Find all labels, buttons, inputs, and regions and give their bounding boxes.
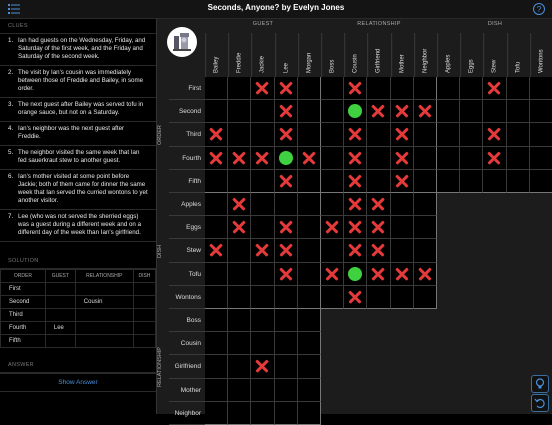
x-mark [346, 149, 364, 167]
grid-cell[interactable] [228, 77, 251, 100]
solution-cell[interactable] [75, 309, 133, 322]
column-group-label: GUEST [252, 21, 274, 27]
show-answer-button[interactable]: Show Answer [0, 373, 156, 392]
left-panel [0, 19, 157, 414]
solution-cell[interactable] [133, 296, 155, 309]
confirmed-dot [348, 104, 362, 118]
grid-cell[interactable] [391, 100, 414, 123]
grid-cell[interactable] [437, 123, 460, 146]
column-header: Eggs [460, 33, 483, 77]
grid-cell[interactable] [530, 123, 552, 146]
grid-cell[interactable] [228, 100, 251, 123]
grid-cell[interactable] [414, 239, 437, 262]
grid-cell[interactable] [205, 286, 228, 309]
solution-header: DISH [133, 270, 155, 283]
grid-cell[interactable] [414, 77, 437, 100]
x-mark [207, 241, 225, 259]
grid-cell[interactable] [530, 147, 552, 170]
solution-header: ORDER [1, 270, 46, 283]
solution-cell[interactable] [45, 309, 75, 322]
grid-cell[interactable] [205, 100, 228, 123]
grid-cell[interactable] [298, 193, 321, 216]
solution-cell[interactable] [75, 322, 133, 335]
grid-cell[interactable] [228, 332, 251, 355]
grid-cell[interactable] [460, 77, 483, 100]
column-header: Lee [275, 33, 298, 77]
grid-cell[interactable] [205, 332, 228, 355]
row-header: First [169, 77, 205, 100]
grid-cell[interactable] [251, 147, 274, 170]
x-mark [369, 241, 387, 259]
grid-cell[interactable] [391, 239, 414, 262]
grid-cell[interactable] [367, 263, 390, 286]
grid-cell[interactable] [298, 77, 321, 100]
column-header: Apples [437, 33, 460, 77]
row-header: Apples [169, 193, 205, 216]
grid-cell[interactable] [275, 77, 298, 100]
clue-item[interactable] [0, 210, 156, 242]
x-mark [346, 172, 364, 190]
solution-row [1, 296, 156, 309]
clue-item[interactable] [0, 170, 156, 210]
x-mark [253, 357, 271, 375]
grid-cell[interactable] [251, 216, 274, 239]
grid-cell[interactable] [251, 77, 274, 100]
grid-cell[interactable] [414, 263, 437, 286]
x-mark [346, 288, 364, 306]
grid-cell[interactable] [298, 332, 321, 355]
lightbulb-icon[interactable] [531, 375, 549, 393]
grid-cell[interactable] [205, 309, 228, 332]
x-mark [277, 241, 295, 259]
grid-cell[interactable] [344, 123, 367, 146]
row-header: Boss [169, 309, 205, 332]
grid-cell[interactable] [251, 309, 274, 332]
grid-cell[interactable] [298, 100, 321, 123]
solution-cell[interactable]: Fifth [1, 335, 46, 348]
row-header: Fifth [169, 170, 205, 193]
grid-cell[interactable] [275, 263, 298, 286]
solution-cell[interactable] [45, 296, 75, 309]
grid-cell[interactable] [391, 147, 414, 170]
grid-cell[interactable] [437, 170, 460, 193]
row-header: Mother [169, 379, 205, 402]
solution-row [1, 309, 156, 322]
grid-cell[interactable] [414, 286, 437, 309]
grid-cell[interactable] [321, 193, 344, 216]
row-header: Eggs [169, 216, 205, 239]
grid-cell[interactable] [344, 286, 367, 309]
grid-cell[interactable] [251, 286, 274, 309]
solution-cell[interactable]: Second [1, 296, 46, 309]
solution-cell[interactable]: Fourth [1, 322, 46, 335]
x-mark [207, 149, 225, 167]
grid-cell[interactable] [275, 332, 298, 355]
clue-text: Lee (who was not served the sherried eggs) was a guest during a different week and on a different day of the week than Ian's girlfriend. [18, 213, 142, 236]
grid-cell[interactable] [367, 170, 390, 193]
x-mark [323, 265, 341, 283]
solution-cell[interactable]: Cousin [75, 296, 133, 309]
x-mark [369, 102, 387, 120]
x-mark [485, 125, 503, 143]
grid-cell[interactable] [460, 170, 483, 193]
grid-cell[interactable] [507, 77, 530, 100]
column-header: Cousin [344, 33, 367, 77]
clue-text: The neighbor visited the same week that Ian fed sauerkraut stew to another guest. [18, 149, 140, 164]
grid-cell[interactable] [460, 100, 483, 123]
grid-cell[interactable] [298, 239, 321, 262]
x-mark [346, 79, 364, 97]
row-header: Stew [169, 239, 205, 262]
grid-cell[interactable] [367, 216, 390, 239]
grid-cell[interactable] [298, 170, 321, 193]
clue-item[interactable] [0, 122, 156, 146]
grid-cell[interactable] [391, 77, 414, 100]
x-mark [416, 265, 434, 283]
grid-cell[interactable] [275, 286, 298, 309]
grid-cell[interactable] [507, 147, 530, 170]
column-header: Tofu [507, 33, 530, 77]
x-mark [416, 102, 434, 120]
grid-cell[interactable] [483, 123, 506, 146]
x-mark [253, 241, 271, 259]
clue-list [0, 34, 156, 242]
clue-text: Ian's mother visited at some point before Jackie; both of them came for dinner the same week that Ian served the curried wontons to yet another visitor. [18, 173, 148, 204]
undo-icon[interactable] [531, 394, 549, 412]
solution-cell[interactable]: First [1, 283, 46, 296]
row-group-label: ORDER [157, 125, 163, 145]
grid-cell[interactable] [205, 239, 228, 262]
solution-row [1, 322, 156, 335]
x-mark [485, 149, 503, 167]
grid-cell[interactable] [391, 123, 414, 146]
grid-cell[interactable] [414, 216, 437, 239]
x-mark [277, 218, 295, 236]
solution-header: RELATIONSHIP [75, 270, 133, 283]
clue-item[interactable] [0, 34, 156, 66]
grid-cell[interactable] [228, 402, 251, 425]
solution-cell[interactable] [133, 309, 155, 322]
row-group-label: DISH [157, 244, 163, 258]
x-mark [207, 125, 225, 143]
solution-cell[interactable] [75, 335, 133, 348]
grid-cell[interactable] [205, 355, 228, 378]
grid-cell[interactable] [205, 193, 228, 216]
x-mark [346, 125, 364, 143]
grid-cell[interactable] [275, 239, 298, 262]
grid-cell[interactable] [275, 123, 298, 146]
x-mark [346, 241, 364, 259]
grid-cell[interactable] [344, 193, 367, 216]
row-header: Second [169, 100, 205, 123]
grid-cell[interactable] [321, 77, 344, 100]
clue-text: The visit by Ian's cousin was immediately between those of Freddie and Bailey, in some order. [18, 69, 144, 92]
grid-cell[interactable] [507, 170, 530, 193]
solution-cell[interactable] [133, 322, 155, 335]
grid-cell[interactable] [507, 100, 530, 123]
column-header: Boss [321, 33, 344, 77]
x-mark [277, 125, 295, 143]
row-header: Girlfriend [169, 355, 205, 378]
clue-number: 1. [8, 37, 14, 44]
solution-cell[interactable]: Lee [45, 322, 75, 335]
solution-row [1, 283, 156, 296]
x-mark [369, 195, 387, 213]
column-header: Freddie [228, 33, 251, 77]
column-group-label: RELATIONSHIP [357, 21, 401, 27]
grid-cell[interactable] [205, 77, 228, 100]
solution-title: SOLUTION [0, 254, 156, 269]
grid-cell[interactable] [275, 355, 298, 378]
x-mark [393, 265, 411, 283]
grid-cell[interactable] [275, 309, 298, 332]
column-header: Morgan [298, 33, 321, 77]
clue-number: 7. [8, 213, 14, 220]
grid-cell[interactable] [298, 402, 321, 425]
grid-cell[interactable] [228, 355, 251, 378]
grid-cell[interactable] [228, 216, 251, 239]
column-group-label: DISH [487, 21, 503, 27]
x-mark [277, 102, 295, 120]
grid-cell[interactable] [391, 193, 414, 216]
grid-cell[interactable] [298, 355, 321, 378]
clue-item[interactable] [0, 66, 156, 98]
grid-cell[interactable] [321, 147, 344, 170]
grid-cell[interactable] [205, 379, 228, 402]
x-mark [485, 79, 503, 97]
grid-cell[interactable] [251, 170, 274, 193]
row-header: Wontons [169, 286, 205, 309]
grid-cell[interactable] [275, 216, 298, 239]
grid-cell[interactable] [507, 123, 530, 146]
x-mark [393, 149, 411, 167]
row-header: Neighbor [169, 402, 205, 425]
row-header: Fourth [169, 147, 205, 170]
column-header: Jackie [251, 33, 274, 77]
grid-cell[interactable] [414, 123, 437, 146]
grid-cell[interactable] [251, 355, 274, 378]
grid-cell[interactable] [275, 193, 298, 216]
row-header: Third [169, 123, 205, 146]
grid-cell[interactable] [321, 263, 344, 286]
grid-cell[interactable] [321, 216, 344, 239]
clue-number: 2. [8, 69, 14, 76]
grid-cell[interactable] [205, 147, 228, 170]
grid-cell[interactable] [367, 147, 390, 170]
x-mark [230, 195, 248, 213]
grid-cell[interactable] [367, 77, 390, 100]
grid-cell[interactable] [530, 100, 552, 123]
grid-cell[interactable] [251, 379, 274, 402]
grid-cell[interactable] [530, 77, 552, 100]
grid-cell[interactable] [251, 402, 274, 425]
puzzle-logo [167, 27, 197, 57]
grid-cell[interactable] [251, 239, 274, 262]
grid-cell[interactable] [298, 263, 321, 286]
clue-number: 4. [8, 125, 14, 132]
grid-cell[interactable] [367, 193, 390, 216]
grid-cell[interactable] [344, 216, 367, 239]
column-header: Bailey [205, 33, 228, 77]
solution-cell[interactable] [75, 283, 133, 296]
grid-cell[interactable] [367, 286, 390, 309]
clue-item[interactable] [0, 98, 156, 122]
grid-cell[interactable] [298, 147, 321, 170]
grid-cell[interactable] [414, 100, 437, 123]
grid-cell[interactable] [321, 123, 344, 146]
column-header: Neighbor [414, 33, 437, 77]
grid-cell[interactable] [298, 286, 321, 309]
grid-cell[interactable] [251, 100, 274, 123]
grid-cell[interactable] [344, 263, 367, 286]
grid-cell[interactable] [205, 216, 228, 239]
grid-cell[interactable] [437, 147, 460, 170]
grid-cell[interactable] [251, 193, 274, 216]
grid-cell[interactable] [275, 147, 298, 170]
grid-cell[interactable] [228, 239, 251, 262]
x-mark [393, 102, 411, 120]
grid-cell[interactable] [414, 147, 437, 170]
solution-cell[interactable] [133, 283, 155, 296]
grid-cell[interactable] [391, 286, 414, 309]
grid-cell[interactable] [344, 239, 367, 262]
grid-cell[interactable] [414, 170, 437, 193]
grid-cell[interactable] [205, 123, 228, 146]
solution-table [0, 269, 156, 348]
grid-cell[interactable] [275, 100, 298, 123]
x-mark [253, 149, 271, 167]
grid-cell[interactable] [367, 100, 390, 123]
x-mark [346, 218, 364, 236]
grid-cell[interactable] [228, 193, 251, 216]
grid-cell[interactable] [228, 379, 251, 402]
grid-cell[interactable] [298, 216, 321, 239]
clues-title: CLUES [0, 19, 156, 34]
x-mark [277, 172, 295, 190]
grid-cell[interactable] [344, 147, 367, 170]
grid-cell[interactable] [530, 170, 552, 193]
grid-cell[interactable] [460, 147, 483, 170]
help-icon[interactable]: ? [533, 3, 545, 15]
solution-cell[interactable] [45, 335, 75, 348]
grid-cell[interactable] [483, 147, 506, 170]
column-header: Stew [483, 33, 506, 77]
x-mark [369, 218, 387, 236]
solution-cell[interactable]: Third [1, 309, 46, 322]
confirmed-dot [279, 151, 293, 165]
column-header: Wontons [530, 33, 552, 77]
grid-cell[interactable] [460, 123, 483, 146]
x-mark [253, 79, 271, 97]
x-mark [230, 149, 248, 167]
grid-cell[interactable] [275, 170, 298, 193]
grid-cell[interactable] [437, 100, 460, 123]
grid-cell[interactable] [298, 123, 321, 146]
clue-number: 5. [8, 149, 14, 156]
solution-row [1, 335, 156, 348]
x-mark [369, 265, 387, 283]
page-title: Seconds, Anyone? by Evelyn Jones [207, 3, 345, 12]
column-header: Mother [391, 33, 414, 77]
grid-cell[interactable] [275, 402, 298, 425]
grid-cell[interactable] [344, 170, 367, 193]
answer-title: ANSWER [0, 358, 156, 373]
grid-cell[interactable] [228, 123, 251, 146]
grid-cell[interactable] [391, 263, 414, 286]
clue-number: 6. [8, 173, 14, 180]
solution-cell[interactable] [133, 335, 155, 348]
grid-cell[interactable] [228, 309, 251, 332]
x-mark [393, 172, 411, 190]
row-header: Cousin [169, 332, 205, 355]
grid-cell[interactable] [251, 123, 274, 146]
grid-cell[interactable] [483, 100, 506, 123]
x-mark [230, 218, 248, 236]
row-header: Tofu [169, 263, 205, 286]
clue-number: 3. [8, 101, 14, 108]
grid-cell[interactable] [344, 100, 367, 123]
grid-cell[interactable] [321, 170, 344, 193]
grid-cell[interactable] [228, 263, 251, 286]
grid-cell[interactable] [391, 170, 414, 193]
grid-cell[interactable] [367, 239, 390, 262]
column-header: Girlfriend [367, 33, 390, 77]
x-mark [393, 125, 411, 143]
grid-cell[interactable] [344, 77, 367, 100]
clue-text: The next guest after Bailey was served tofu in orange sauce, but not on a Saturday. [18, 101, 144, 116]
grid-cell[interactable] [321, 100, 344, 123]
grid-cell[interactable] [228, 170, 251, 193]
grid-cell[interactable] [228, 147, 251, 170]
row-group-label: RELATIONSHIP [157, 347, 163, 387]
grid-cell[interactable] [205, 402, 228, 425]
grid-cell[interactable] [321, 239, 344, 262]
confirmed-dot [348, 267, 362, 281]
solution-header: GUEST [45, 270, 75, 283]
grid-cell[interactable] [275, 379, 298, 402]
grid-cell[interactable] [483, 170, 506, 193]
grid-cell[interactable] [483, 77, 506, 100]
grid-cell[interactable] [228, 286, 251, 309]
clue-item[interactable] [0, 146, 156, 170]
grid-cell[interactable] [437, 77, 460, 100]
grid-cell[interactable] [205, 263, 228, 286]
grid-cell[interactable] [298, 309, 321, 332]
grid-cell[interactable] [367, 123, 390, 146]
grid-cell[interactable] [298, 379, 321, 402]
x-mark [300, 149, 318, 167]
x-mark [277, 79, 295, 97]
logic-grid [157, 19, 552, 417]
grid-cell[interactable] [205, 170, 228, 193]
grid-cell[interactable] [414, 193, 437, 216]
grid-cell[interactable] [321, 286, 344, 309]
clue-text: Ian's neighbor was the next guest after Freddie. [18, 125, 125, 140]
grid-cell[interactable] [251, 332, 274, 355]
grid-cell[interactable] [391, 216, 414, 239]
clue-text: Ian had guests on the Wednesday, Friday, and Saturday of the first week, and the Friday and Saturday of the second week. [18, 37, 146, 60]
solution-cell[interactable] [45, 283, 75, 296]
grid-cell[interactable] [251, 263, 274, 286]
x-mark [277, 265, 295, 283]
x-mark [323, 218, 341, 236]
title-bar [0, 0, 552, 19]
x-mark [346, 195, 364, 213]
